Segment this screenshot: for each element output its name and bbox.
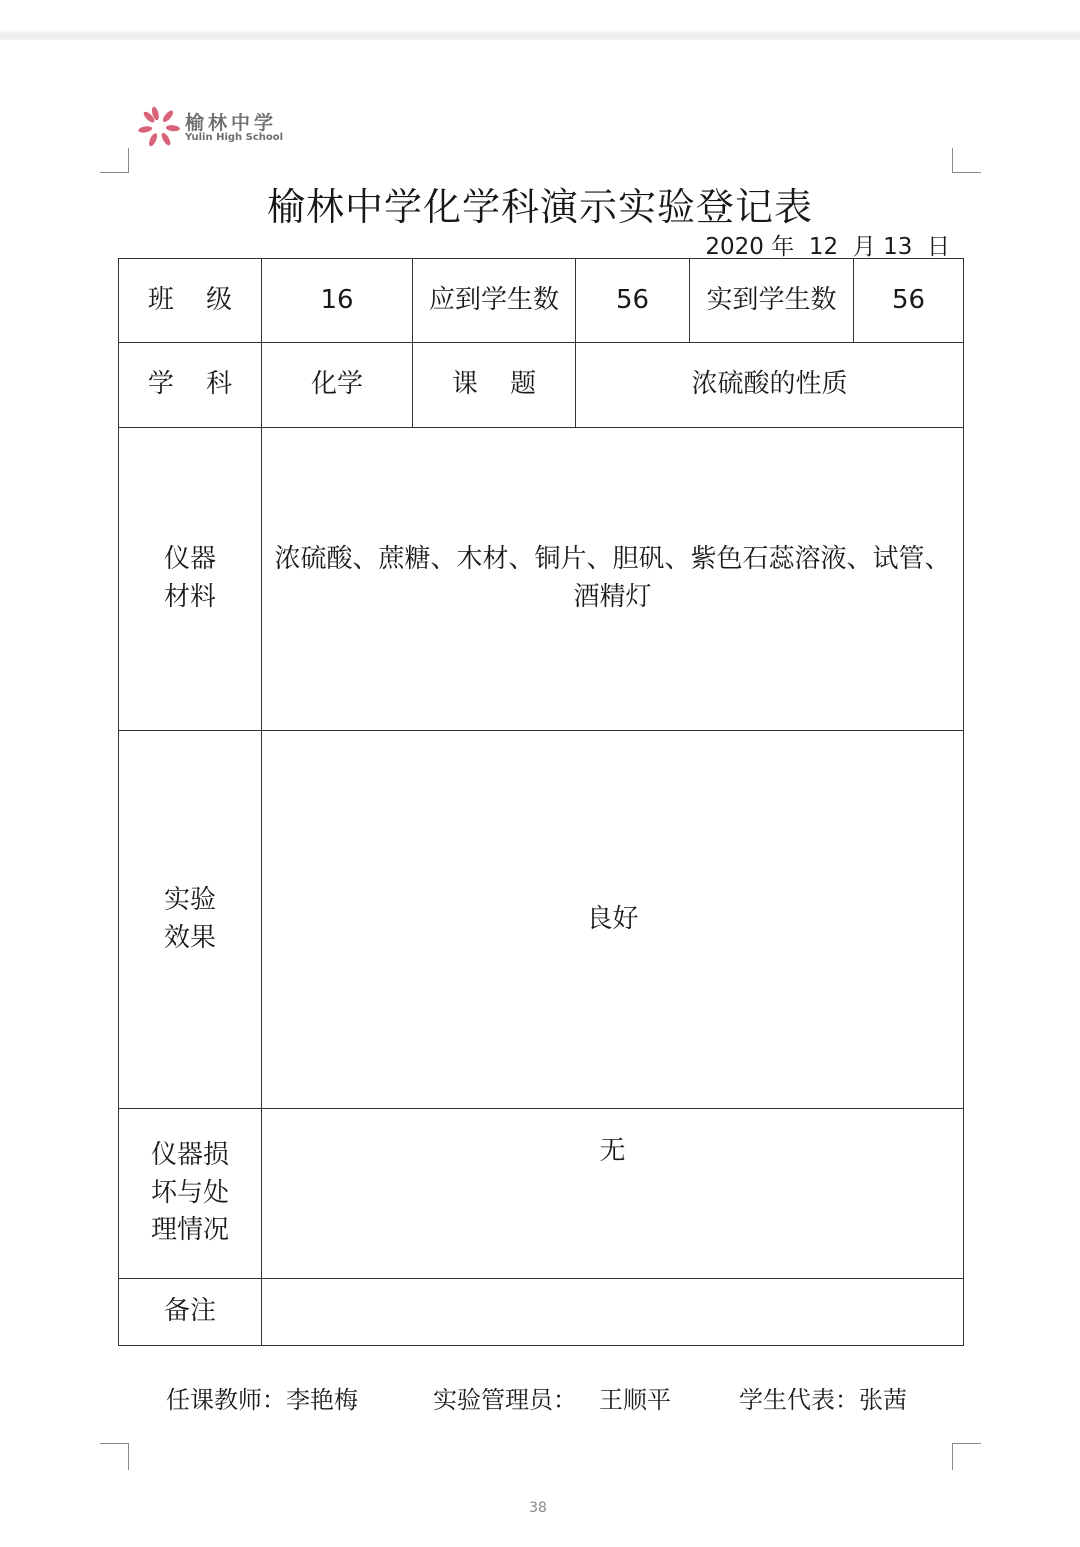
actual-students-label: 实到学生数 bbox=[690, 259, 854, 343]
form-date bbox=[640, 228, 950, 261]
experiment-register-table bbox=[118, 258, 964, 1346]
date-year-unit: 年 bbox=[771, 234, 795, 260]
damage-label-line2: 坏与处 bbox=[150, 1177, 229, 1208]
page-number: 38 bbox=[529, 1500, 547, 1516]
table-row-subject bbox=[119, 343, 964, 428]
table-row-remarks bbox=[119, 1279, 964, 1346]
effect-value: 良好 bbox=[262, 731, 964, 1109]
topic-label: 课 题 bbox=[413, 343, 576, 428]
student-representative: 学生代表：张茜 bbox=[739, 1386, 907, 1414]
materials-label-line2: 材料 bbox=[163, 582, 216, 612]
table-row-class bbox=[119, 259, 964, 343]
date-year: 2020 bbox=[705, 234, 764, 260]
effect-label bbox=[119, 731, 262, 1109]
flower-logo-icon bbox=[138, 106, 180, 148]
effect-label-line1: 实验 bbox=[163, 884, 216, 915]
manager-label: 实验管理员： bbox=[433, 1386, 577, 1414]
materials-label bbox=[119, 428, 262, 731]
top-band bbox=[0, 0, 1080, 40]
damage-label bbox=[119, 1109, 262, 1279]
materials-label-line1: 仪器 bbox=[163, 544, 216, 575]
crop-mark-top-left bbox=[100, 148, 129, 173]
damage-label-line3: 理情况 bbox=[150, 1215, 229, 1246]
school-logo bbox=[138, 106, 298, 148]
remarks-value bbox=[262, 1279, 964, 1346]
class-value: 16 bbox=[262, 259, 413, 343]
materials-value bbox=[262, 428, 964, 731]
expected-students-value: 56 bbox=[576, 259, 690, 343]
expected-students-label: 应到学生数 bbox=[413, 259, 576, 343]
date-month: 12 bbox=[808, 234, 839, 260]
table-row-damage bbox=[119, 1109, 964, 1279]
actual-students-value: 56 bbox=[854, 259, 964, 343]
subject-label: 学 科 bbox=[119, 343, 262, 428]
materials-value-line1: 浓硫酸、蔗糖、木材、铜片、胆矾、紫色石蕊溶液、试管、 bbox=[274, 544, 951, 575]
damage-label-line1: 仪器损 bbox=[150, 1139, 229, 1170]
teacher-signature: 任课教师：李艳梅 bbox=[166, 1386, 358, 1414]
logo-name-cn: 榆林中学 bbox=[185, 112, 278, 134]
remarks-label: 备注 bbox=[119, 1279, 262, 1346]
manager-name: 王顺平 bbox=[599, 1386, 671, 1414]
date-month-unit: 月 bbox=[852, 234, 876, 260]
date-day-unit: 日 bbox=[927, 234, 950, 260]
table-row-materials bbox=[119, 428, 964, 731]
crop-mark-bottom-right bbox=[952, 1443, 981, 1470]
topic-value: 浓硫酸的性质 bbox=[576, 343, 964, 428]
crop-mark-top-right bbox=[952, 148, 981, 173]
materials-value-line2: 酒精灯 bbox=[573, 582, 652, 612]
logo-name-en: Yulin High School bbox=[185, 132, 284, 143]
subject-value: 化学 bbox=[262, 343, 413, 428]
date-day: 13 bbox=[883, 234, 913, 260]
effect-label-line2: 效果 bbox=[163, 922, 216, 953]
table-row-effect bbox=[119, 731, 964, 1109]
damage-value: 无 bbox=[262, 1109, 964, 1279]
form-title: 榆林中学化学科演示实验登记表 bbox=[266, 185, 813, 229]
class-label: 班 级 bbox=[119, 259, 262, 343]
crop-mark-bottom-left bbox=[100, 1443, 129, 1470]
